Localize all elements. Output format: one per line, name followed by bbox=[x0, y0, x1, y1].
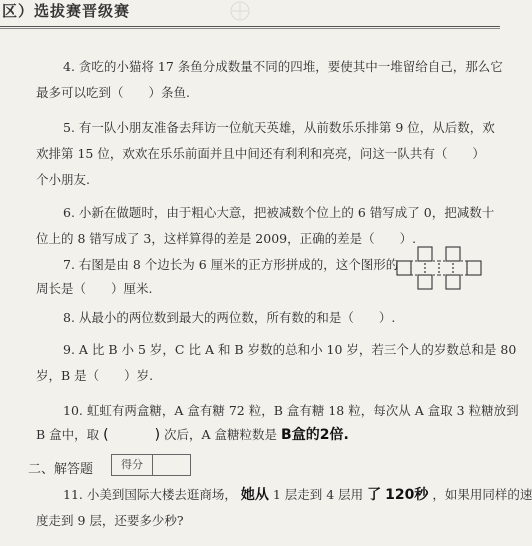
square-bottom-left bbox=[418, 275, 432, 289]
q6-line-1: 6. 小新在做题时，由于粗心大意，把被减数个位上的 6 错写成了 0，把减数十 bbox=[63, 205, 495, 220]
handwritten-paren-close: ) bbox=[154, 427, 161, 443]
handwritten-paren-open: ( bbox=[103, 427, 109, 443]
header-rule-secondary bbox=[0, 28, 500, 29]
q6-line-2: 位上的 8 错写成了 3，这样算得的差是 2009，正确的差是（ ）. bbox=[36, 231, 417, 246]
square-mid-6 bbox=[467, 261, 481, 275]
q8-line-1: 8. 从最小的两位数到最大的两位数，所有数的和是（ ）. bbox=[63, 310, 396, 325]
square-mid-1 bbox=[397, 261, 411, 275]
faint-stamp-mark bbox=[210, 0, 270, 22]
q5-line-2: 欢排第 15 位，欢欢在乐乐前面并且中间还有利利和亮亮，问这一队共有（ ） bbox=[36, 146, 485, 161]
handwritten-le: 了 bbox=[367, 487, 382, 503]
q11-text-a: 11. 小美到国际大楼去逛商场， bbox=[63, 487, 237, 502]
handwritten-she-from: 她从 bbox=[240, 487, 269, 503]
square-top-left bbox=[418, 247, 432, 261]
q7-line-2: 周长是（ ）厘米. bbox=[36, 281, 153, 296]
q11-text-c: ，如果用同样的速 bbox=[432, 487, 532, 502]
q11-line-1 bbox=[63, 488, 532, 502]
q9-line-2: 岁，B 是（ ）岁. bbox=[36, 368, 154, 383]
section-2-title: 二、解答题 bbox=[28, 462, 94, 477]
q4-line-2: 最多可以吃到（ ）条鱼. bbox=[36, 85, 190, 100]
square-mid-2 bbox=[411, 261, 425, 275]
score-label: 得分 bbox=[112, 455, 153, 475]
square-mid-4 bbox=[439, 261, 453, 275]
q5-line-3: 个小朋友. bbox=[36, 172, 90, 187]
q10-text-a: B 盒中，取 bbox=[36, 427, 100, 442]
q11-line-2: 度走到 9 层，还要多少秒? bbox=[36, 513, 184, 528]
q9-line-1: 9. A 比 B 小 5 岁，C 比 A 和 B 岁数的总和小 10 岁，若三个人的岁数总和是 80 bbox=[63, 342, 517, 357]
score-box bbox=[111, 454, 191, 476]
square-mid-3 bbox=[425, 261, 439, 275]
q5-line-1: 5. 有一队小朋友准备去拜访一位航天英雄，从前数乐乐排第 9 位，从后数，欢 bbox=[63, 120, 495, 135]
handwritten-b-box-double: B盒的2倍. bbox=[281, 427, 349, 443]
q11-text-b: 1 层走到 4 层用 bbox=[272, 487, 364, 502]
handwritten-seconds: 120秒 bbox=[385, 487, 429, 503]
q10-line-2 bbox=[36, 428, 349, 442]
square-mid-5 bbox=[453, 261, 467, 275]
header-title: 区）选拔赛晋级赛 bbox=[2, 2, 131, 20]
header-rule bbox=[0, 26, 500, 27]
q10-line-1: 10. 虹虹有两盒糖，A 盒有糖 72 粒，B 盒有糖 18 粒，每次从 A 盒取 3 粒糖放到 bbox=[63, 403, 519, 418]
q10-text-b: 次后，A 盒糖粒数是 bbox=[164, 427, 278, 442]
eight-squares-figure bbox=[396, 246, 484, 292]
q4-line-1: 4. 贪吃的小猫将 17 条鱼分成数量不同的四堆，要使其中一堆留给自己，那么它 bbox=[63, 59, 503, 74]
square-bottom-right bbox=[446, 275, 460, 289]
score-blank bbox=[153, 455, 190, 475]
q7-line-1: 7. 右图是由 8 个边长为 6 厘米的正方形拼成的，这个图形的 bbox=[63, 257, 399, 272]
square-top-right bbox=[446, 247, 460, 261]
